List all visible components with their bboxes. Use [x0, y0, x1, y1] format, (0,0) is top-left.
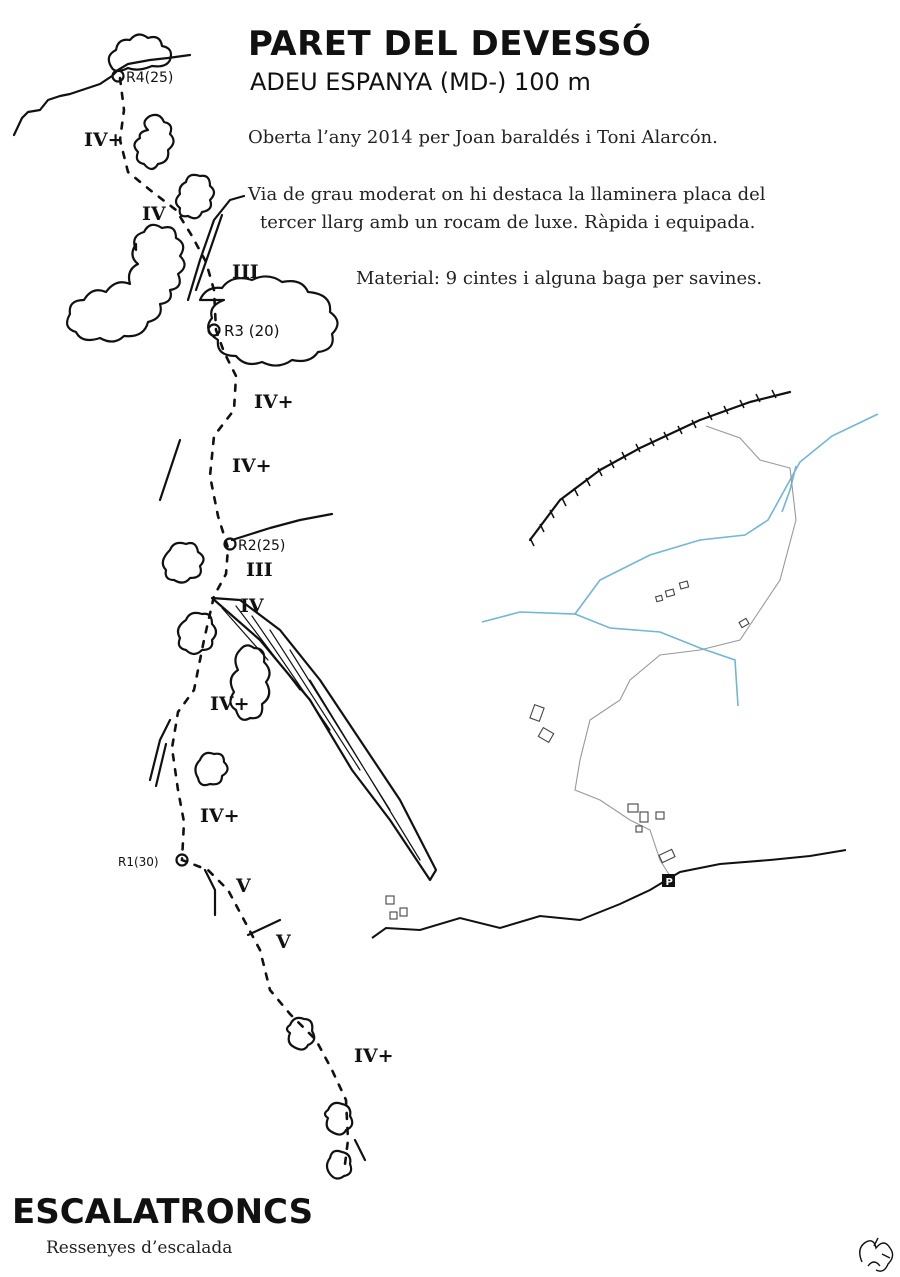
- slab-outline: [212, 598, 436, 880]
- tree: [178, 613, 216, 654]
- escalatroncs-logo-mark: [860, 1238, 893, 1271]
- summit-tree: [109, 34, 171, 71]
- description-material: Material: 9 cintes i alguna baga per savines.: [356, 268, 763, 289]
- map-footpath: [575, 426, 796, 876]
- page-title: PARET DEL DEVESSÓ: [248, 24, 652, 64]
- rock-arete-inner: [196, 215, 222, 290]
- description-line: tercer llarg amb un rocam de luxe. Ràpida i equipada.: [260, 212, 756, 233]
- grade-label: IV: [240, 595, 264, 617]
- rock-arete: [188, 196, 244, 300]
- map-road: [372, 850, 846, 938]
- rock-edge: [205, 870, 215, 915]
- belay-label-r2: R2(25): [238, 538, 286, 554]
- grade-label: IV+: [232, 455, 272, 477]
- grade-label: IV: [142, 203, 166, 225]
- belay-label-r1: R1(30): [118, 855, 159, 869]
- rock-crack: [150, 720, 170, 786]
- rock-crack: [160, 440, 180, 500]
- tree: [134, 115, 173, 169]
- brand-tagline: Ressenyes d’escalada: [46, 1238, 233, 1258]
- grade-label: V: [236, 875, 251, 897]
- tree: [327, 1151, 351, 1179]
- belay-label-r4: R4(25): [126, 70, 174, 86]
- belay-r4: [113, 71, 124, 82]
- map-river: [575, 614, 738, 706]
- map-river: [482, 414, 878, 622]
- map-cliff-line: [530, 392, 790, 540]
- large-bush: [67, 225, 184, 342]
- description-opened: Oberta l’any 2014 per Joan baraldés i Toni Alarcón.: [248, 127, 718, 148]
- tree: [176, 175, 214, 218]
- grade-label: IV+: [200, 805, 240, 827]
- cloud-bush: [200, 276, 338, 365]
- map-cliff-ticks: [530, 390, 776, 546]
- tree: [163, 543, 204, 583]
- tree: [195, 753, 227, 785]
- grade-label: IV+: [354, 1045, 394, 1067]
- grade-label: IV+: [254, 391, 294, 413]
- rock-edge: [355, 1140, 365, 1160]
- grade-label: IV+: [84, 129, 124, 151]
- grade-label: III: [232, 261, 259, 283]
- description-line: Via de grau moderat on hi destaca la llaminera placa del: [248, 184, 766, 205]
- map-parking-label: P: [665, 877, 673, 888]
- belay-r3: [209, 325, 220, 336]
- grade-label: III: [246, 559, 273, 581]
- belay-label-r3: R3 (20): [224, 322, 280, 340]
- brand-name: ESCALATRONCS: [12, 1192, 314, 1232]
- grade-label: IV+: [210, 693, 250, 715]
- route-subtitle: ADEU ESPANYA (MD-) 100 m: [250, 68, 591, 96]
- route-line: [120, 78, 348, 1172]
- grade-label: V: [276, 931, 291, 953]
- overhang-line: [232, 514, 332, 540]
